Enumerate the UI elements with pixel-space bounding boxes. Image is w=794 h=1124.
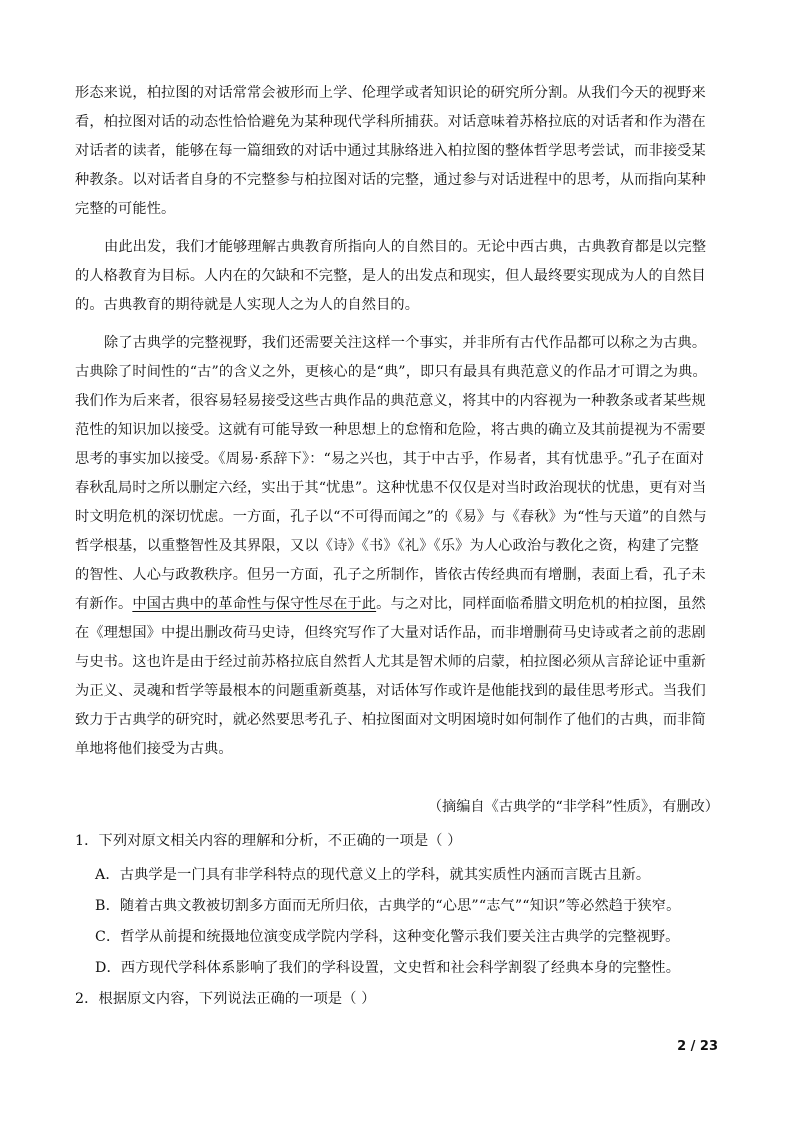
paragraph-line: 范性的知识加以接受。这就有可能导致一种思想上的怠惰和危险，将古典的确立及其前提视为不需要	[75, 422, 706, 438]
paragraph-line: 除了古典学的完整视野，我们还需要关注这样一个事实，并非所有古代作品都可以称之为古典。	[104, 335, 707, 351]
paragraph-line: 看，柏拉图对话的动态性恰恰避免为某种现代学科所捕获。对话意味着苏格拉底的对话者和作为潜在	[75, 114, 706, 130]
paragraph-line: 形态来说，柏拉图的对话常常会被形而上学、伦理学或者知识论的研究所分割。从我们今天的视野来	[75, 85, 706, 101]
paragraph-line: 在《理想国》中提出删改荷马史诗，但终究写作了大量对话作品，而非增删荷马史诗或者之前的悲剧	[75, 625, 706, 641]
paragraph-line: 由此出发，我们才能够理解古典教育所指向人的自然目的。无论中西古典，古典教育都是以完整	[104, 239, 707, 255]
paragraph-line: 对话者的读者，能够在每一篇细致的对话中通过其脉络进入柏拉图的整体哲学思考尝试，而非接受某	[75, 143, 706, 159]
paragraph-line: 单地将他们接受为古典。	[75, 741, 233, 757]
source-attribution: （摘编自《古典学的“非学科”性质》，有删改）	[427, 799, 719, 815]
paragraph-line: 思考的事实加以接受。《周易·系辞下》：“易之兴也，其于中古乎，作易者，其有忧患乎。”孔子在面对	[75, 451, 705, 467]
paragraph-line: 哲学根基，以重整智性及其界限，又以《诗》《书》《礼》《乐》为人心政治与教化之资，构建了完整	[75, 538, 699, 554]
question-option: C．哲学从前提和统摄地位演变成学院内学科，这种变化警示我们要关注古典学的完整视野。	[95, 929, 680, 945]
question-option: D．西方现代学科体系影响了我们的学科设置，文史哲和社会科学割裂了经典本身的完整性。	[95, 960, 681, 976]
paragraph-line: 种教条。以对话者自身的不完整参与柏拉图对话的完整，通过参与对话进程中的思考，从而指向某种	[75, 172, 706, 188]
paragraph-line: 我们作为后来者，很容易轻易接受这些古典作品的典范意义，将其中的内容视为一种教条或者某些规	[75, 393, 706, 409]
page-number: 2 / 23	[677, 1039, 718, 1054]
question-stem: 2．根据原文内容，下列说法正确的一项是（ ）	[75, 991, 376, 1007]
paragraph-line: 致力于古典学的研究时，就必然要思考孔子、柏拉图面对文明困境时如何制作了他们的古典，而非简	[75, 712, 706, 728]
paragraph-line: 的人格教育为目标。人内在的欠缺和不完整，是人的出发点和现实，但人最终要实现成为人的自然目	[75, 268, 706, 284]
paragraph-line: 古典除了时间性的“古”的含义之外，更核心的是“典”，即只有最具有典范意义的作品才可谓之为典。	[75, 364, 707, 380]
question-stem: 1．下列对原文相关内容的理解和分析，不正确的一项是（ ）	[75, 833, 462, 849]
paragraph-line: 与史书。这也许是由于经过前苏格拉底自然哲人尤其是智术师的启蒙，柏拉图必须从言辞论证中重新	[75, 654, 706, 670]
question-option: B．随着古典文教被切割多方面而无所归依，古典学的“心思”“志气”“知识”等必然趋于狭窄。	[95, 898, 681, 914]
paragraph-text: 。与之对比，同样面临希腊文明危机的柏拉图，虽然	[376, 596, 706, 612]
underlined-sentence: 中国古典中的革命性与保守性尽在于此	[132, 596, 377, 612]
paragraph-text: 有新作。	[75, 596, 133, 612]
paragraph-line: 的智性、人心与政教秩序。但另一方面，孔子之所制作，皆依古传经典而有增删，表面上看，孔子未	[75, 567, 706, 583]
paragraph-line	[75, 593, 706, 613]
paragraph-line: 完整的可能性。	[75, 201, 176, 217]
paragraph-line: 春秋乱局时之所以删定六经，实出于其“忧患”。这种忧患不仅仅是对当时政治现状的忧患，更有对当	[75, 480, 707, 496]
paragraph-line: 时文明危机的深切忧虑。一方面，孔子以“不可得而闻之”的《易》与《春秋》为“性与天道”的自然与	[75, 509, 707, 525]
question-option: A．古典学是一门具有非学科特点的现代意义上的学科，就其实质性内涵而言既古且新。	[95, 867, 651, 883]
paragraph-line: 为正义、灵魂和哲学等最根本的问题重新奠基，对话体写作或许是他能找到的最佳思考形式。当我们	[75, 683, 706, 699]
paragraph-line: 的。古典教育的期待就是人实现人之为人的自然目的。	[75, 297, 420, 313]
